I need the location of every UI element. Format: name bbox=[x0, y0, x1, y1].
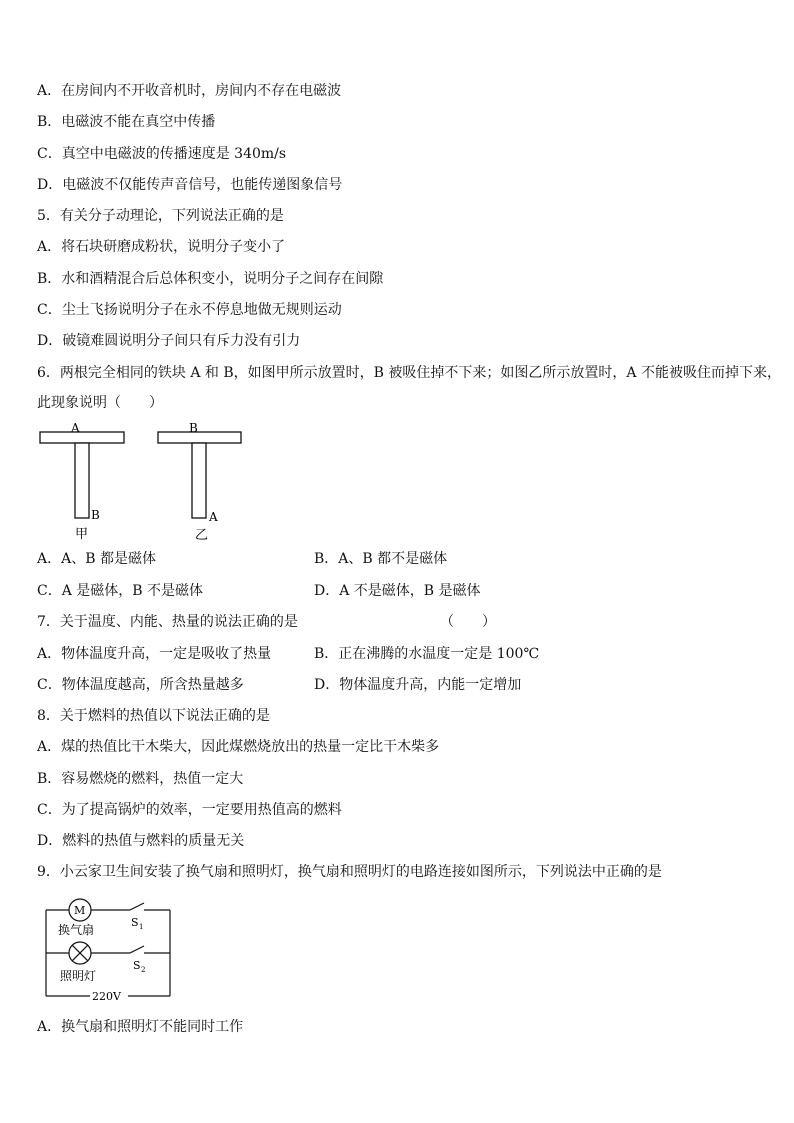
q6-left-caption: 甲 bbox=[75, 527, 89, 542]
q7-option-b: B．正在沸腾的水温度一定是 100℃ bbox=[314, 646, 540, 662]
switch-s2-subscript: 2 bbox=[141, 966, 146, 974]
q4-option-c: C．真空中电磁波的传播速度是 340m/s bbox=[37, 146, 287, 162]
q7-stem: 7．关于温度、内能、热量的说法正确的是 bbox=[37, 614, 298, 630]
q6-magnet-figure bbox=[30, 418, 260, 546]
q8-option-d: D．燃料的热值与燃料的质量无关 bbox=[37, 833, 245, 849]
q8-option-b: B．容易燃烧的燃料，热值一定大 bbox=[37, 771, 244, 787]
q5-option-d: D．破镜难圆说明分子间只有斥力没有引力 bbox=[37, 333, 301, 349]
q6-stem-line1: 6．两根完全相同的铁块 A 和 B，如图甲所示放置时，B 被吸住掉不下来；如图乙所示放置时，A 不能被吸住而掉下来， bbox=[37, 365, 781, 381]
q7-option-c: C．物体温度越高，所含热量越多 bbox=[37, 677, 244, 693]
q4-option-d: D．电磁波不仅能传声音信号，也能传递图象信号 bbox=[37, 177, 343, 193]
q7-option-d: D．物体温度升高，内能一定增加 bbox=[314, 677, 522, 693]
q6-option-b: B．A、B 都不是磁体 bbox=[314, 551, 448, 567]
switch-s1-icon bbox=[130, 903, 144, 910]
switch-s2-icon bbox=[130, 946, 144, 953]
motor-symbol: M bbox=[74, 904, 86, 917]
q6-right-caption: 乙 bbox=[195, 528, 209, 543]
q6-left-top-label: A bbox=[71, 421, 80, 435]
q7-answer-bracket: （ ） bbox=[440, 614, 496, 630]
q7-option-a: A．物体温度升高，一定是吸收了热量 bbox=[37, 646, 272, 662]
q6-right-horizontal-bar bbox=[158, 432, 241, 443]
q4-option-b: B．电磁波不能在真空中传播 bbox=[37, 114, 216, 130]
q8-option-c: C．为了提高锅炉的效率，一定要用热值高的燃料 bbox=[37, 802, 342, 818]
q6-option-d: D．A 不是磁体，B 是磁体 bbox=[314, 583, 481, 599]
q5-stem: 5．有关分子动理论，下列说法正确的是 bbox=[37, 208, 284, 224]
switch-s1-label: S bbox=[131, 916, 139, 929]
q5-option-b: B．水和酒精混合后总体积变小，说明分子之间存在间隙 bbox=[37, 271, 384, 287]
q6-option-c: C．A 是磁体，B 不是磁体 bbox=[37, 583, 204, 599]
q6-right-bottom-label: A bbox=[209, 510, 218, 524]
q8-stem: 8．关于燃料的热值以下说法正确的是 bbox=[37, 708, 270, 724]
circuit-voltage-label: 220V bbox=[92, 990, 121, 1003]
q6-left-horizontal-bar bbox=[40, 432, 124, 443]
q6-right-top-label: B bbox=[189, 421, 198, 435]
q8-option-a: A．煤的热值比干木柴大，因此煤燃烧放出的热量一定比干木柴多 bbox=[37, 739, 440, 755]
q6-option-a: A．A、B 都是磁体 bbox=[37, 551, 156, 567]
q5-option-a: A．将石块研磨成粉状，说明分子变小了 bbox=[37, 239, 286, 255]
lamp-label: 照明灯 bbox=[60, 969, 97, 983]
q9-stem: 9．小云家卫生间安装了换气扇和照明灯，换气扇和照明灯的电路连接如图所示，下列说法中正确的是 bbox=[37, 864, 662, 880]
q4-option-a: A．在房间内不开收音机时，房间内不存在电磁波 bbox=[37, 83, 342, 99]
switch-s2-label: S bbox=[133, 959, 141, 972]
q9-circuit-diagram bbox=[40, 896, 180, 1008]
fan-label: 换气扇 bbox=[58, 923, 95, 937]
q6-right-vertical-bar bbox=[192, 443, 206, 518]
q6-left-bottom-label: B bbox=[91, 508, 100, 522]
switch-s1-subscript: 1 bbox=[139, 923, 144, 931]
q5-option-c: C．尘土飞扬说明分子在永不停息地做无规则运动 bbox=[37, 302, 342, 318]
q6-left-vertical-bar bbox=[75, 443, 89, 518]
q6-stem-line2: 此现象说明（ ） bbox=[37, 395, 163, 411]
q9-option-a: A．换气扇和照明灯不能同时工作 bbox=[37, 1019, 244, 1035]
